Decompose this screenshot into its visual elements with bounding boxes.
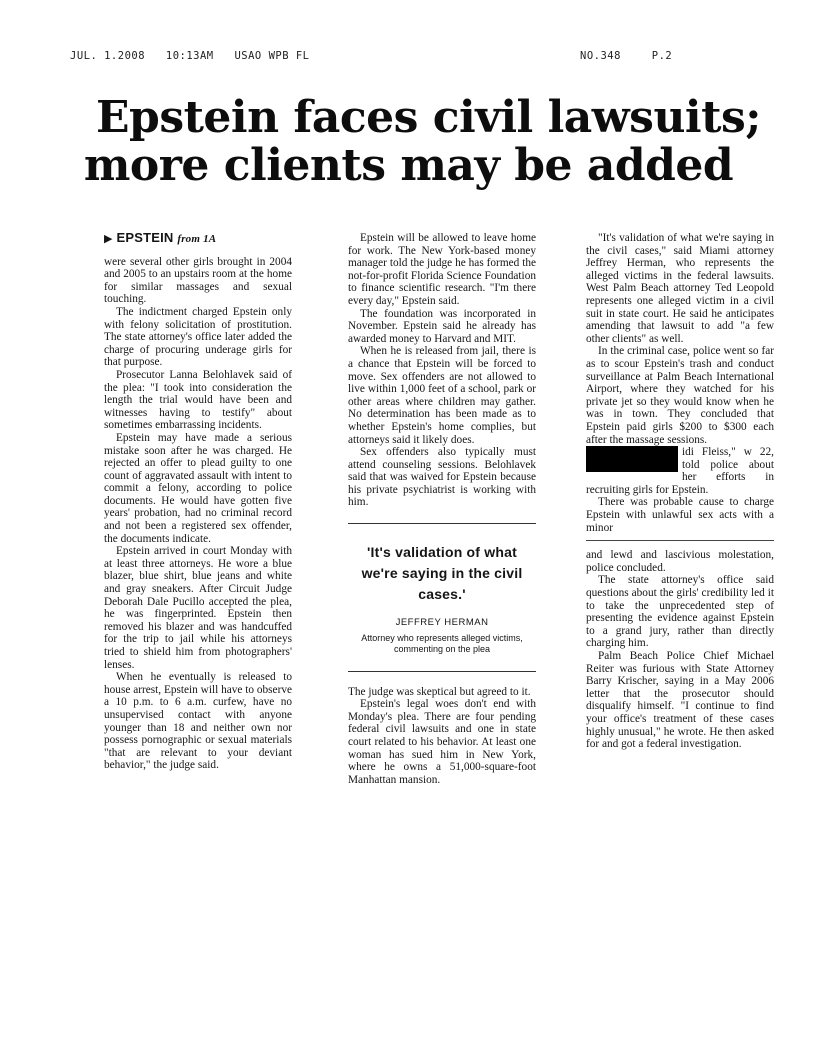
paragraph: were several other girls brought in 2004 and 2005 to an upstairs room at the home for similar massages and sexual touching.: [104, 255, 292, 306]
article-column-2: [348, 232, 536, 786]
jump-arrow-icon: ▶: [104, 233, 113, 245]
paragraph: In the criminal case, police went so far as to scour Epstein's trash and conduct surveillance at Palm Beach International Airport, where they watched for his private jet so they would know when he was in town. They concluded that Epstein paid girls $200 to $300 each after the massage sessions.: [586, 345, 774, 446]
paragraph: The state attorney's office said questions about the girls' credibility led it to take the unprecedented step of presenting the evidence against Epstein to a grand jury, rather than directly charging him.: [586, 574, 774, 650]
column-divider: [586, 540, 774, 541]
pull-quote-description: Attorney who represents alleged victims, commenting on the plea: [361, 632, 523, 654]
fax-page: P.2: [651, 50, 673, 62]
paragraph: The judge was skeptical but agreed to it.: [348, 685, 531, 698]
pull-quote-name: JEFFREY HERMAN: [395, 617, 489, 629]
jump-from: from 1A: [177, 233, 217, 245]
fax-header-left: [70, 50, 324, 62]
headline-line-1: Epstein faces civil lawsuits;: [96, 92, 761, 143]
redacted-text: idi Fleiss," w 22, told police about her efforts in recruiting girls for Epstein.: [586, 446, 774, 496]
paragraph: The foundation was incorporated in November. Epstein said he already has awarded money to Harvard and MIT.: [348, 307, 536, 345]
paragraph: Sex offenders also typically must attend counseling sessions. Belohlavek said that was waived for Epstein because his private psychiatrist is working with him.: [348, 446, 536, 509]
fax-header-right: [580, 50, 696, 62]
fax-date: JUL. 1.2008: [70, 50, 146, 62]
paragraph: Epstein arrived in court Monday with at least three attorneys. He wore a blue blazer, blue shirt, blue jeans and white and gray sneakers. After Circuit Judge Deborah Dale Pucillo accepted the plea, he was fingerprinted. Epstein then removed his blazer and was handcuffed for the trip to jail while his attorneys tried to shield him from photographers' lenses.: [104, 545, 292, 671]
pull-quote: [348, 523, 536, 672]
fax-sender: USAO WPB FL: [234, 50, 310, 62]
paragraph: Palm Beach Police Chief Michael Reiter was furious with State Attorney Barry Krischer, saying in a May 2006 letter that the prosecutor should disqualify himself. "I continue to find your office's treatment of these cases highly unusual," he wrote. He then asked for and got a federal investigation.: [586, 650, 774, 751]
paragraph: Epstein's legal woes don't end with Monday's plea. There are four pending federal civil lawsuits and one in state court related to his behavior. At least one woman has sued him in New York, where he owns a 51,000-square-foot Manhattan mansion.: [348, 698, 536, 786]
headline-line-2: more clients may be added: [83, 140, 734, 191]
fax-number: NO.348: [580, 50, 621, 62]
paragraph: There was probable cause to charge Epstein with unlawful sex acts with a minor: [586, 496, 774, 534]
jump-name: EPSTEIN: [116, 230, 174, 245]
paragraph: Epstein may have made a serious mistake soon after he was charged. He rejected an offer to plead guilty to one count of aggravated assault with intent to commit a felony, according to police documents. He would have gotten five years' probation, had no criminal record and not been a registered sex offender, the documents indicate.: [104, 431, 292, 545]
paragraph: "It's validation of what we're saying in the civil cases," said Miami attorney Jeffrey Herman, who represents the alleged victims in the federal lawsuits. West Palm Beach attorney Ted Leopold represents one alleged victim in a civil suit in state court. He said he anticipates amending that lawsuit to add "a few other clients" as well.: [586, 232, 774, 345]
paragraph: and lewd and lascivious molestation, police concluded.: [586, 549, 774, 574]
paragraph: When he is released from jail, there is a chance that Epstein will be forced to move. Sex offenders are not allowed to live within 1,000 feet of a school, park or other areas where children may gather. No determination has been made as to whether Epstein's home complies, but attorneys said it likely does.: [348, 345, 536, 446]
article-column-3: [586, 232, 774, 751]
fax-time: 10:13AM: [165, 50, 214, 62]
jump-line: [104, 232, 292, 246]
paragraph: Prosecutor Lanna Belohlavek said of the plea: "I took into consideration the length the trial would have been and witnesses having to testify" about sometimes embarrassing incidents.: [104, 368, 292, 432]
paragraph: When he eventually is released to house arrest, Epstein will have to observe a 10 p.m. to 6 a.m. curfew, have no unsupervised contact with anyone younger than 18 and neither own nor possess pornographic or sexual materials "that are relevant to your deviant behavior," the judge said.: [104, 671, 292, 772]
paragraph: The indictment charged Epstein only with felony solicitation of prostitution. The state attorney's office later added the charge of procuring underage girls for that purpose.: [104, 305, 292, 369]
article-column-1: [104, 232, 292, 772]
pull-quote-text: 'It's validation of what we're saying in the civil cases.': [361, 544, 523, 603]
redacted-paragraph: [586, 446, 774, 496]
paragraph: Epstein will be allowed to leave home for work. The New York-based money manager told the judge he has formed the not-for-profit Florida Science Foundation to finance scientific research. "I'm there every day," Epstein said.: [348, 232, 536, 307]
redaction-block: [586, 446, 678, 472]
